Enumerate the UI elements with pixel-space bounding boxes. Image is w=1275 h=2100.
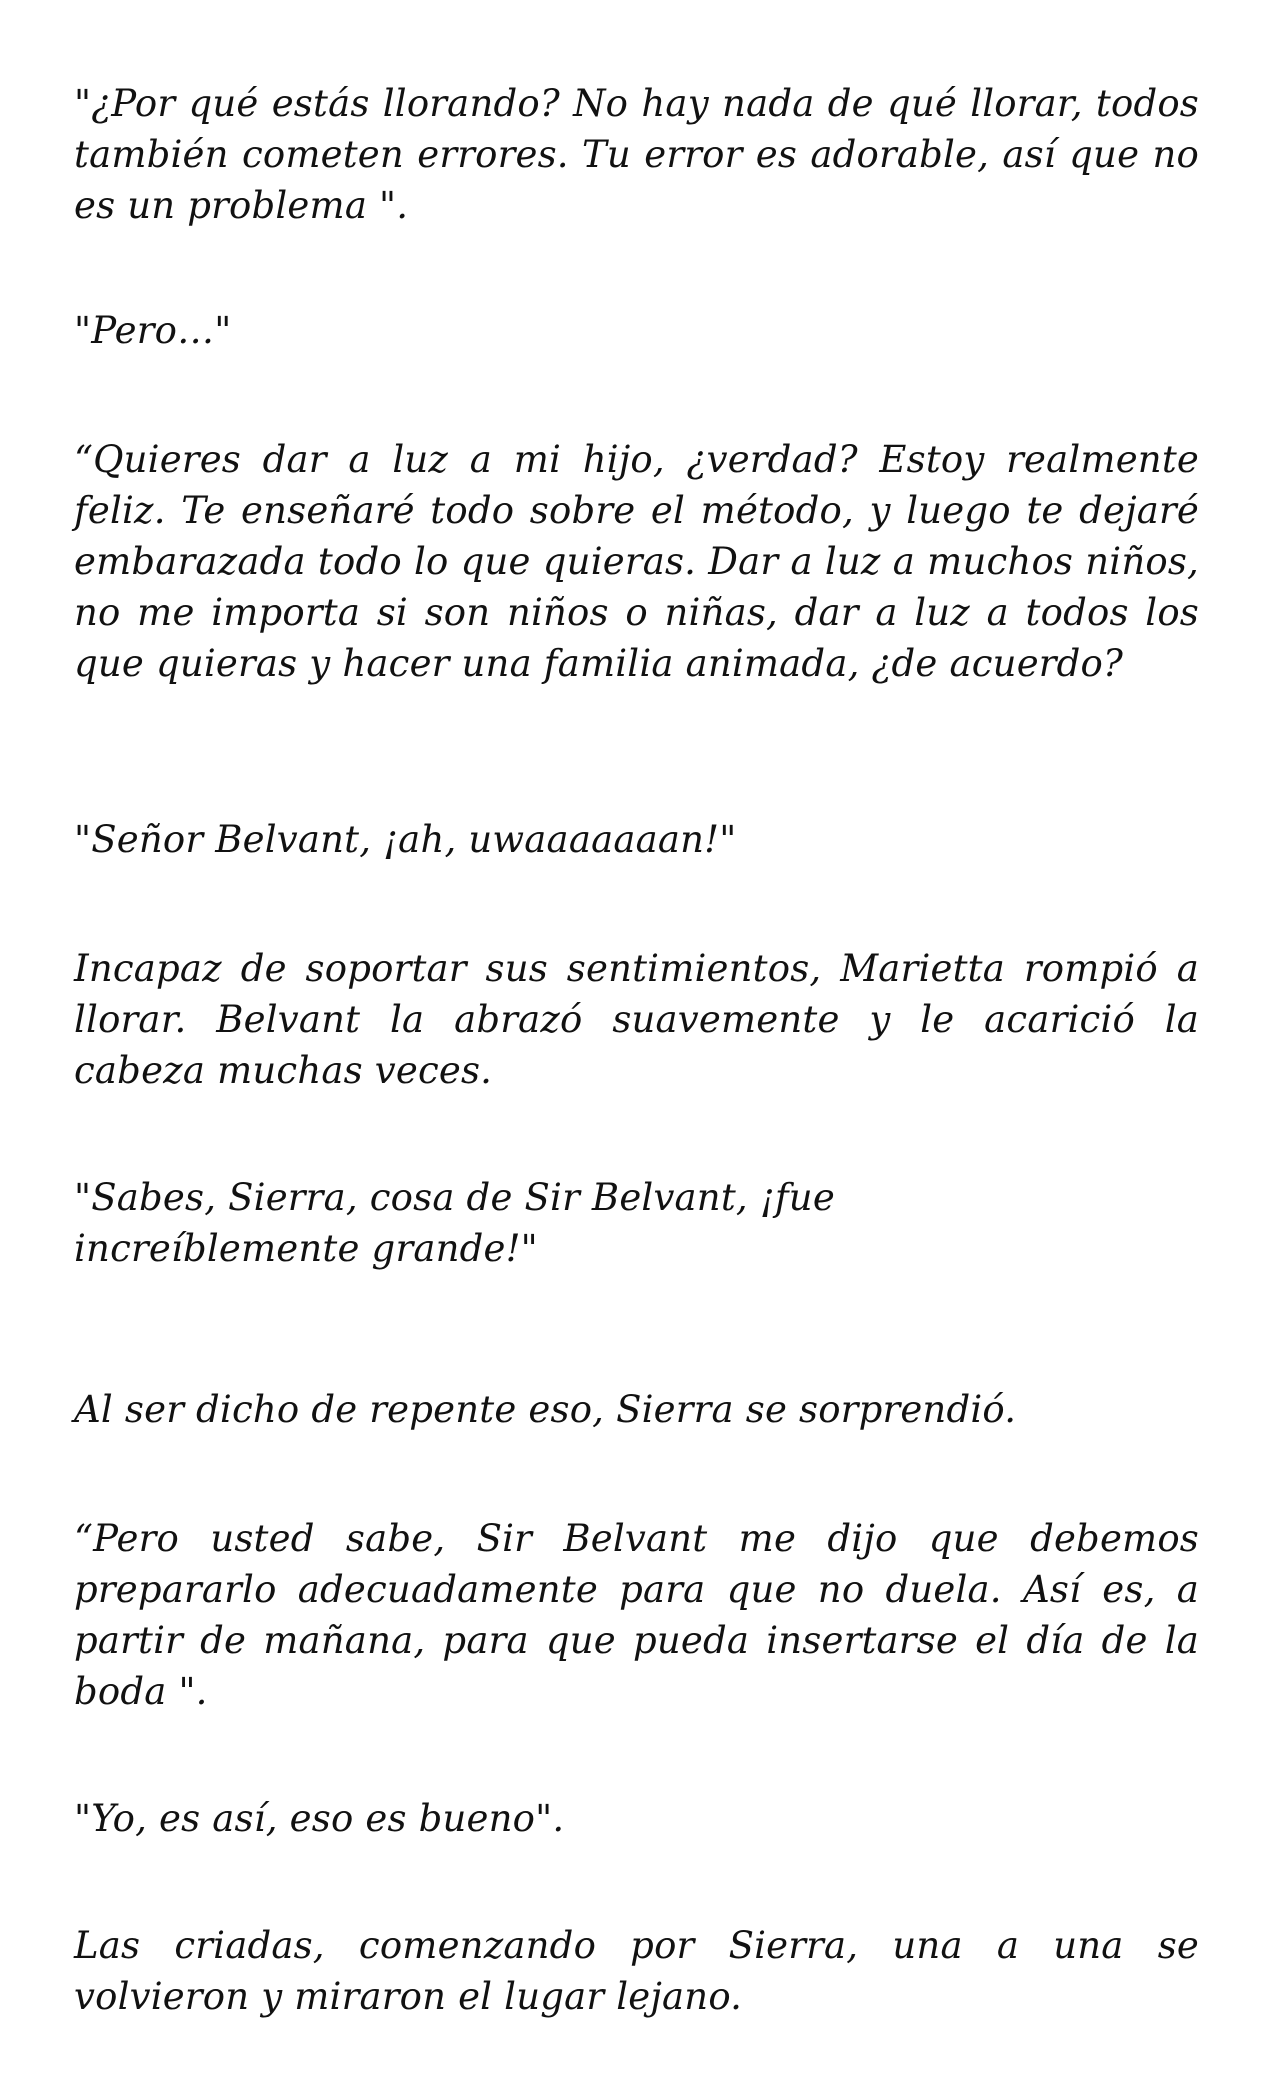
paragraph-10: Las criadas, comenzando por Sierra, una a una se volvieron y miraron el lugar lejano. <box>74 1924 1199 2018</box>
paragraph-7: Al ser dicho de repente eso, Sierra se sorprendió. <box>74 1388 1017 1431</box>
paragraph-3: “Quieres dar a luz a mi hijo, ¿verdad? Estoy realmente feliz. Te enseñaré todo sobre el método, y luego te dejaré embarazada todo lo que quieras. Dar a luz a muchos niños, no me importa si son niños o niñas, dar a luz a todos los que quieras y hacer una familia animada, ¿de acuerdo? <box>74 438 1199 685</box>
paragraph-6: "Sabes, Sierra, cosa de Sir Belvant, ¡fue increíblemente grande!" <box>74 1176 835 1270</box>
paragraph-8: “Pero usted sabe, Sir Belvant me dijo que debemos prepararlo adecuadamente para que no duela. Así es, a partir de mañana, para que pueda insertarse el día de la boda ". <box>74 1517 1199 1713</box>
paragraph-2: "Pero…" <box>74 309 232 352</box>
paragraph-9: "Yo, es así, eso es bueno". <box>74 1797 565 1840</box>
paragraph-5: Incapaz de soportar sus sentimientos, Marietta rompió a llorar. Belvant la abrazó suavemente y le acarició la cabeza muchas veces. <box>74 947 1199 1092</box>
paragraph-4: "Señor Belvant, ¡ah, uwaaaaaaan!" <box>74 818 737 861</box>
paragraph-1: "¿Por qué estás llorando? No hay nada de qué llorar, todos también cometen errores. Tu error es adorable, así que no es un problema ". <box>74 82 1199 227</box>
